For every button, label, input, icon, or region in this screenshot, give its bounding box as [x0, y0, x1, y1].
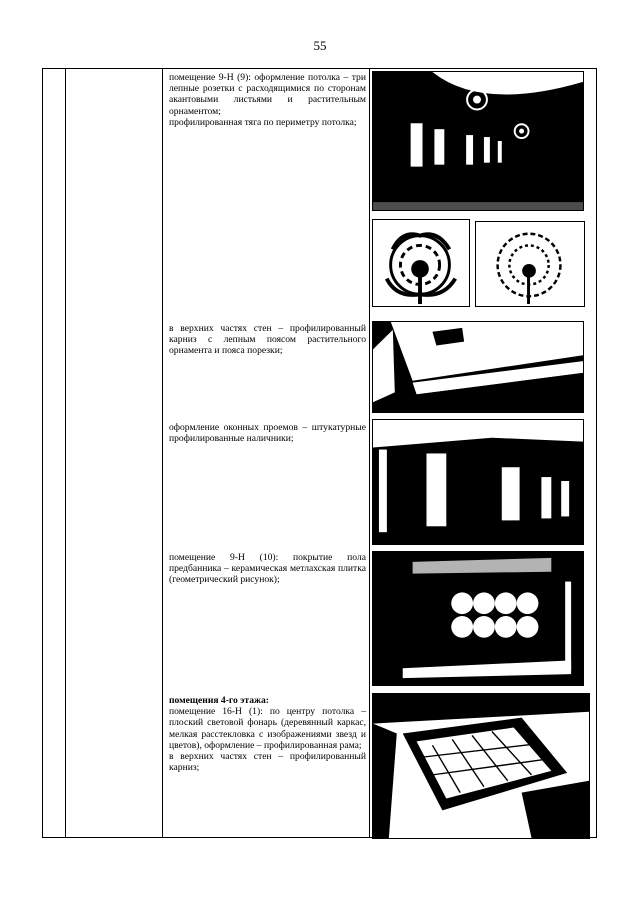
paragraph: помещение 16-Н (1): по центру потолка – плоский световой фонарь (деревянный каркас, мелкая расстекловка с изображениями звезд и цветов), оформление – профилированная рама; [169, 706, 366, 751]
photo-rosette-detail-1 [372, 219, 470, 307]
photo-ceiling-rosettes [372, 71, 584, 211]
paragraph: в верхних частях стен – профилированный карниз с лепным поясом растительного орнамента и пояса порезки; [169, 323, 366, 357]
row-2-text [169, 323, 366, 357]
paragraph: оформление оконных проемов – штукатурные профилированные наличники; [169, 422, 366, 445]
page-number: 55 [313, 38, 327, 53]
section-heading: помещения 4-го этажа: [169, 695, 269, 706]
photo-skylight [372, 693, 590, 839]
column-divider [369, 69, 370, 837]
paragraph: помещение 9-Н (10): покрытие пола предбанника – керамическая метлахская плитка (геометрический рисунок); [169, 552, 366, 586]
paragraph: помещение 9-Н (9): оформление потолка – три лепные розетки с расходящимися по сторонам акантовыми листьями и растительным орнаментом; [169, 72, 366, 117]
photo-window-surrounds [372, 419, 584, 545]
photo-rosette-detail-2 [475, 221, 585, 307]
description-table [42, 68, 597, 838]
photo-cornice [372, 321, 584, 413]
row-5-text [169, 695, 366, 773]
row-3-text [169, 422, 366, 444]
column-divider [162, 69, 163, 837]
row-4-text [169, 552, 366, 586]
column-divider [65, 69, 66, 837]
photo-tile-floor [372, 551, 584, 686]
paragraph: профилированная тяга по периметру потолка; [169, 116, 357, 128]
paragraph: в верхних частях стен – профилированный карниз; [169, 751, 366, 774]
row-1-text [169, 72, 366, 128]
